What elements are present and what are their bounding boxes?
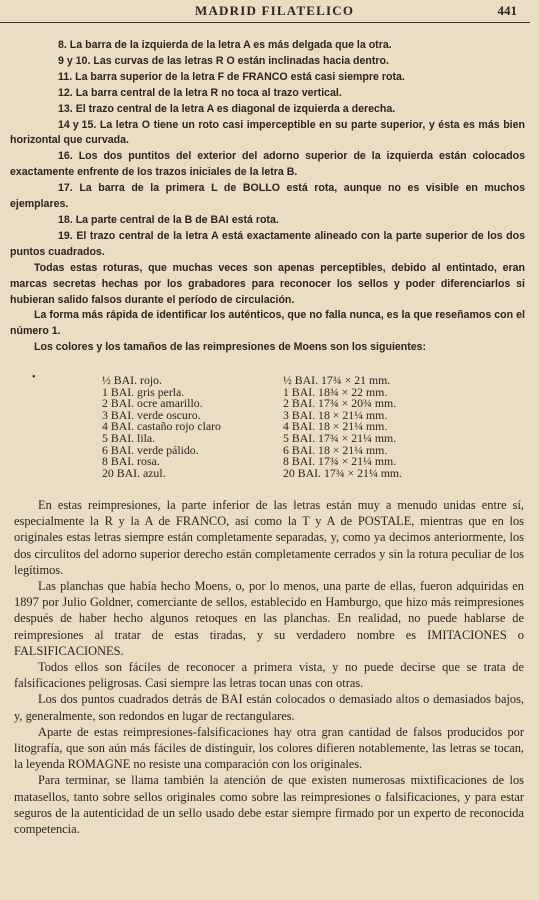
table-row: 6 BAI. verde pálido. bbox=[102, 442, 199, 457]
bullet-mark: • bbox=[32, 372, 36, 383]
list-item: 19. El trazo central de la letra A está exactamente alineado con la parte superior de los dos puntos cuadrados. bbox=[10, 229, 525, 258]
table-row: ½ BAI. rojo. bbox=[102, 373, 162, 387]
header-rule bbox=[0, 22, 530, 23]
publication-title: MADRID FILATELICO bbox=[195, 3, 355, 18]
sizes-column bbox=[283, 375, 443, 479]
table-row: 20 BAI. 17¾ × 21¼ mm. bbox=[283, 465, 403, 480]
paragraph: En estas reimpresiones, la parte inferior de las letras están muy a menudo unidas entre sí, especialmente la R y la A de FRANCO, así como la T y A de POSTALE, mientras que en los originales estas letras siempre están completamente separadas, y, como ya decimos anteriormente, los dos circulitos del adorno superior derecho están completamente cerrados y sin la rotura peculiar de los legítimos. bbox=[14, 498, 524, 577]
paragraph: Todas estas roturas, que muchas veces son apenas perceptibles, debido al entintado, eran marcas secretas hechas por los grabadores para reconocer los sellos y poder diferenciarlos si hubieran salido falsos durante el período de circulación. bbox=[10, 261, 525, 306]
body-text bbox=[14, 497, 524, 837]
list-item: 13. El trazo central de la letra A es diagonal de izquierda a derecha. bbox=[58, 102, 396, 115]
table-row: 5 BAI. 17¾ × 21¼ mm. bbox=[283, 430, 397, 445]
colors-column bbox=[102, 375, 272, 479]
list-item: 16. Los dos puntitos del exterior del adorno superior de la izquierda están colocados exactamente enfrente de los trazos iniciales de la letra B. bbox=[10, 150, 525, 179]
paragraph: La forma más rápida de identificar los auténticos, que no falla nunca, es la que reseñamos con el número 1. bbox=[10, 309, 525, 338]
list-item: 12. La barra central de la letra R no toca al trazo vertical. bbox=[58, 86, 342, 99]
paragraph: Para terminar, se llama también la atención de que existen numerosas mixtificaciones de los matasellos, tanto sobre sellos originales como sobre las reimpresiones o falsificaciones, y para estar seguros de la autenticidad de un sello usado debe estar siempre firmado por un experto de reconocida competencia. bbox=[14, 773, 524, 837]
list-item: 18. La parte central de la B de BAI está rota. bbox=[58, 213, 279, 226]
table-row: 4 BAI. castaño rojo claro bbox=[102, 419, 221, 434]
table-row: 5 BAI. lila. bbox=[102, 430, 156, 445]
table-row: 1 BAI. gris perla. bbox=[102, 384, 185, 399]
list-item: 8. La barra de la izquierda de la letra A es más delgada que la otra. bbox=[58, 39, 392, 51]
table-row: 8 BAI. rosa. bbox=[102, 454, 160, 469]
paragraph: Las planchas que había hecho Moens, o, por lo menos, una parte de ellas, fueron adquiridas en 1897 por Julio Goldner, comerciante de sellos, establecido en Hamburgo, que hizo más reimpresiones después de haber hecho algunos retoques en las planchas. En realidad, no puede hablarse de reimpresiones al tratar de estas tiradas, y su verdadero nombre es IMITACIONES o FALSIFICACIONES. bbox=[14, 579, 524, 658]
running-header bbox=[0, 3, 539, 21]
table-row: 8 BAI. 17¾ × 21¼ mm. bbox=[283, 454, 397, 469]
list-item: 11. La barra superior de la letra F de FRANCO está casi siempre rota. bbox=[58, 70, 405, 83]
paragraph: Los colores y los tamaños de las reimpresiones de Moens son los siguientes: bbox=[34, 341, 427, 354]
list-item: 14 y 15. La letra O tiene un roto casi imperceptible en su parte superior, y ésta es más bien horizontal que curvada. bbox=[10, 118, 525, 147]
list-item: 17. La barra de la primera L de BOLLO está rota, aunque no es visible en muchos ejemplares. bbox=[10, 182, 525, 211]
numbered-characteristics bbox=[10, 38, 525, 356]
table-row: 1 BAI. 18¾ × 22 mm. bbox=[283, 384, 388, 399]
table-row: 20 BAI. azul. bbox=[102, 465, 166, 480]
page-number: 441 bbox=[497, 3, 517, 18]
reprint-table bbox=[0, 372, 539, 485]
paragraph: Los dos puntos cuadrados detrás de BAI están colocados o demasiado altos o demasiados bajos, y, generalmente, son redondos en lugar de rectangulares. bbox=[14, 692, 524, 723]
paragraph: Aparte de estas reimpresiones-falsificaciones hay otra gran cantidad de falsos producidos por litografía, que son aún más fáciles de distinguir, los colores difieren notablemente, las letras se tocan, la leyenda ROMAGNE no resiste una comparación con los originales. bbox=[14, 724, 524, 772]
list-item: 9 y 10. Las curvas de las letras R O están inclinadas hacia dentro. bbox=[58, 54, 389, 67]
paragraph: Todos ellos son fáciles de reconocer a primera vista, y no puede decirse que se trata de falsificaciones peligrosas. Casi siempre las letras tocan unas con otras. bbox=[14, 660, 524, 691]
table-row: 4 BAI. 18 × 21¼ mm. bbox=[283, 419, 388, 434]
table-row: 6 BAI. 18 × 21¼ mm. bbox=[283, 442, 388, 457]
table-row: 3 BAI. 18 × 21¼ mm. bbox=[283, 407, 388, 422]
table-row: ½ BAI. 17¾ × 21 mm. bbox=[283, 373, 391, 387]
table-row: 3 BAI. verde oscuro. bbox=[102, 407, 201, 422]
table-row: 2 BAI. ocre amarillo. bbox=[102, 396, 203, 411]
table-row: 2 BAI. 17¾ × 20¾ mm. bbox=[283, 396, 397, 411]
